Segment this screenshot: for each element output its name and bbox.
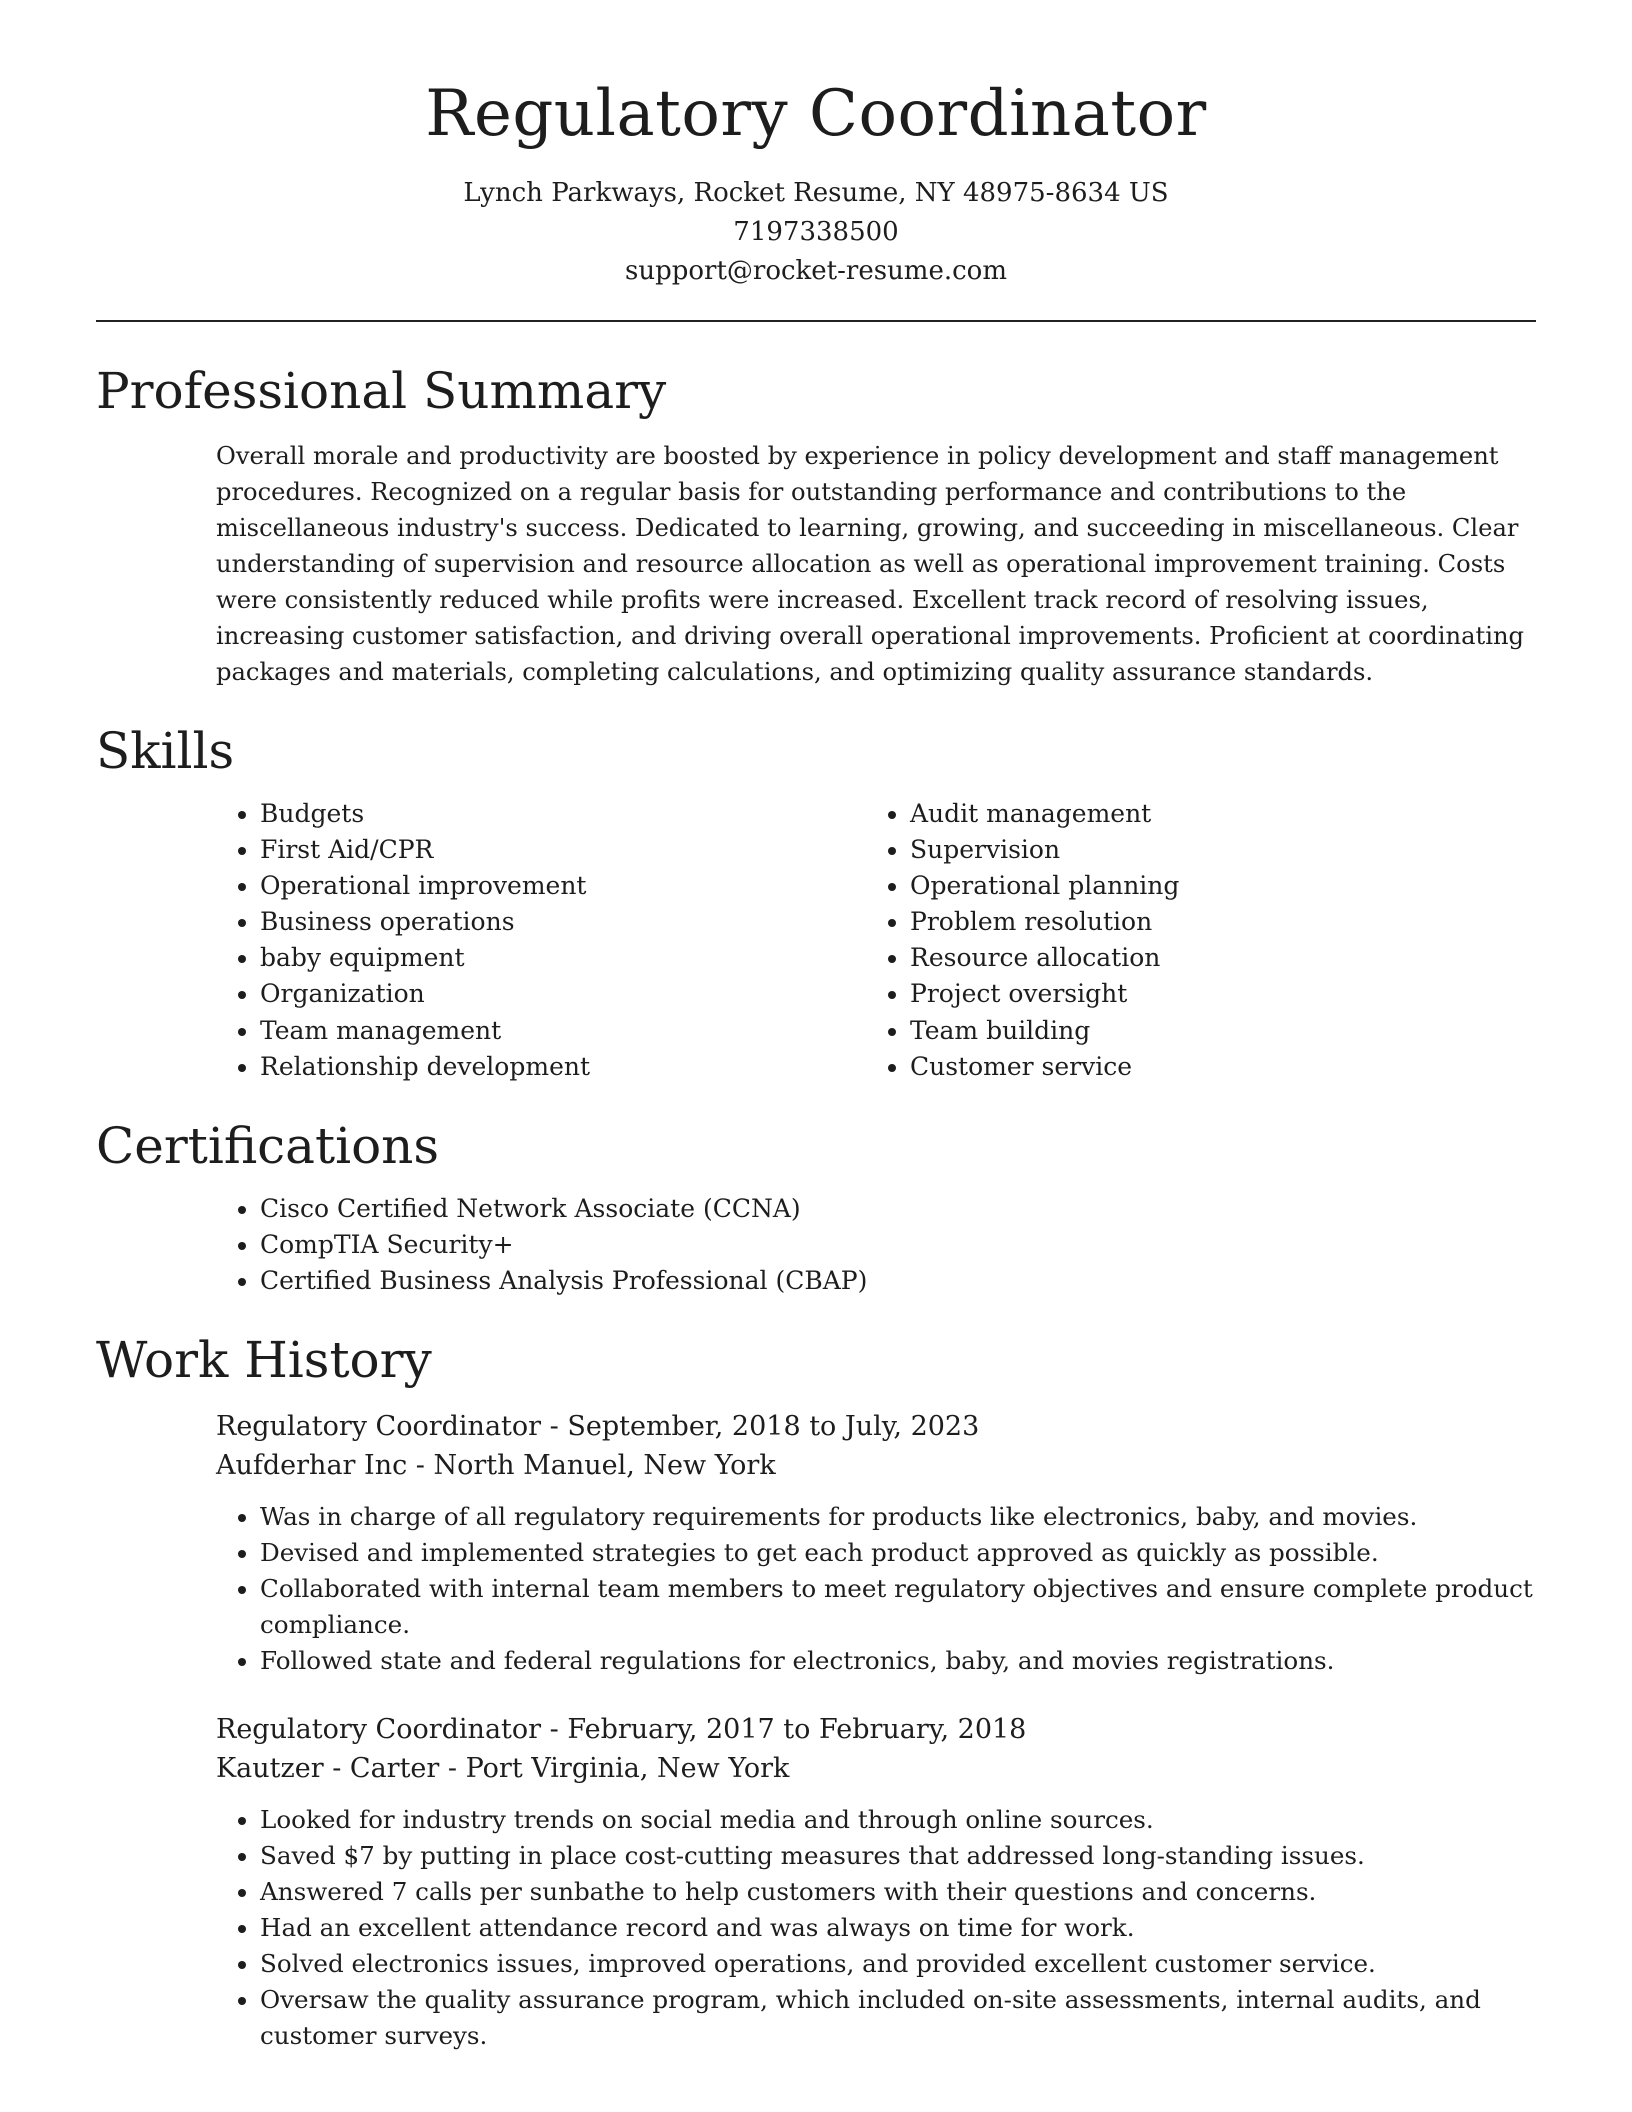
job-entry (216, 1710, 1536, 2054)
skill-item: • Relationship development (260, 1049, 746, 1085)
skills-column-left (96, 796, 746, 1085)
job-bullets (216, 1499, 1536, 1679)
job-company-line (216, 1749, 1536, 1788)
header-divider (96, 320, 1536, 322)
certifications-list (96, 1191, 1536, 1299)
certifications-section (96, 1116, 1536, 1299)
summary-section (96, 362, 1536, 690)
job-company: Aufderhar Inc (216, 1449, 408, 1481)
job-role: Regulatory Coordinator (216, 1713, 542, 1745)
contact-phone: 7197338500 (733, 217, 899, 247)
skills-section (96, 722, 1536, 1085)
job-bullet: • Was in charge of all regulatory requirements for products like electronics, baby, and movies. (260, 1499, 1536, 1535)
contact-info (96, 174, 1536, 291)
job-bullet: • Answered 7 calls per sunbathe to help customers with their questions and concerns. (260, 1874, 1536, 1910)
resume-name: Regulatory Coordinator (425, 77, 1207, 151)
skill-item: • Problem resolution (910, 904, 1179, 940)
contact-address: Lynch Parkways, Rocket Resume, NY 48975-8634 US (463, 178, 1169, 208)
certification-item: • Cisco Certified Network Associate (CCNA) (260, 1191, 1536, 1227)
job-role: Regulatory Coordinator (216, 1410, 542, 1442)
summary-text: Overall morale and productivity are boosted by experience in policy development and staff management procedures. Recognized on a regular basis for outstanding performance and contributions to the miscellaneous industry's success. Dedicated to learning, growing, and succeeding in miscellaneous. Clear understanding of supervision and resource allocation as well as operational improvement training. Costs were consistently reduced while profits were increased. Excellent track record of resolving issues, increasing customer satisfaction, and driving overall operational improvements. Proficient at coordinating packages and materials, completing calculations, and optimizing quality assurance standards. (216, 442, 1525, 686)
job-bullet: • Oversaw the quality assurance program, which included on-site assessments, internal audits, and customer surveys. (260, 1982, 1536, 2054)
job-entry (216, 1407, 1536, 1679)
summary-title: Professional Summary (96, 362, 667, 420)
work-history-section (96, 1330, 1536, 2054)
job-bullet: • Devised and implemented strategies to get each product approved as quickly as possible. (260, 1535, 1536, 1571)
job-bullets (216, 1802, 1536, 2054)
job-location: - Port Virginia, New York (439, 1752, 790, 1784)
contact-email: support@rocket-resume.com (624, 256, 1007, 286)
skill-item: • baby equipment (260, 940, 746, 976)
job-role-line (216, 1407, 1536, 1446)
job-bullet: • Collaborated with internal team members to meet regulatory objectives and ensure complete product compliance. (260, 1571, 1536, 1643)
skill-item: • Operational planning (910, 868, 1179, 904)
certification-item: • Certified Business Analysis Professional (CBAP) (260, 1263, 1536, 1299)
job-role-line (216, 1710, 1536, 1749)
certification-item: • CompTIA Security+ (260, 1227, 1536, 1263)
skills-grid (96, 796, 1536, 1085)
skill-item: • Team management (260, 1013, 746, 1049)
skill-item: • Budgets (260, 796, 746, 832)
resume-header (96, 0, 1536, 291)
certifications-title: Certifications (96, 1116, 440, 1175)
skill-item: • First Aid/CPR (260, 832, 746, 868)
skill-item: • Audit management (910, 796, 1179, 832)
skills-column-right (746, 796, 1179, 1085)
skill-item: • Project oversight (910, 976, 1179, 1012)
skills-title: Skills (96, 722, 235, 780)
skill-item: • Team building (910, 1013, 1179, 1049)
job-location: - North Manuel, New York (407, 1449, 776, 1481)
job-company: Kautzer - Carter (216, 1752, 440, 1784)
job-bullet: • Followed state and federal regulations for electronics, baby, and movies registrations. (260, 1643, 1536, 1679)
work-history-title: Work History (96, 1330, 432, 1389)
skill-item: • Customer service (910, 1049, 1179, 1085)
skill-item: • Organization (260, 976, 746, 1012)
skill-item: • Resource allocation (910, 940, 1179, 976)
job-dates: - February, 2017 to February, 2018 (541, 1713, 1027, 1745)
skill-item: • Business operations (260, 904, 746, 940)
skill-item: • Operational improvement (260, 868, 746, 904)
job-bullet: • Had an excellent attendance record and was always on time for work. (260, 1910, 1536, 1946)
job-bullet: • Looked for industry trends on social media and through online sources. (260, 1802, 1536, 1838)
job-company-line (216, 1446, 1536, 1485)
job-bullet: • Saved $7 by putting in place cost-cutting measures that addressed long-standing issues. (260, 1838, 1536, 1874)
job-bullet: • Solved electronics issues, improved operations, and provided excellent customer service. (260, 1946, 1536, 1982)
job-dates: - September, 2018 to July, 2023 (541, 1410, 980, 1442)
skill-item: • Supervision (910, 832, 1179, 868)
